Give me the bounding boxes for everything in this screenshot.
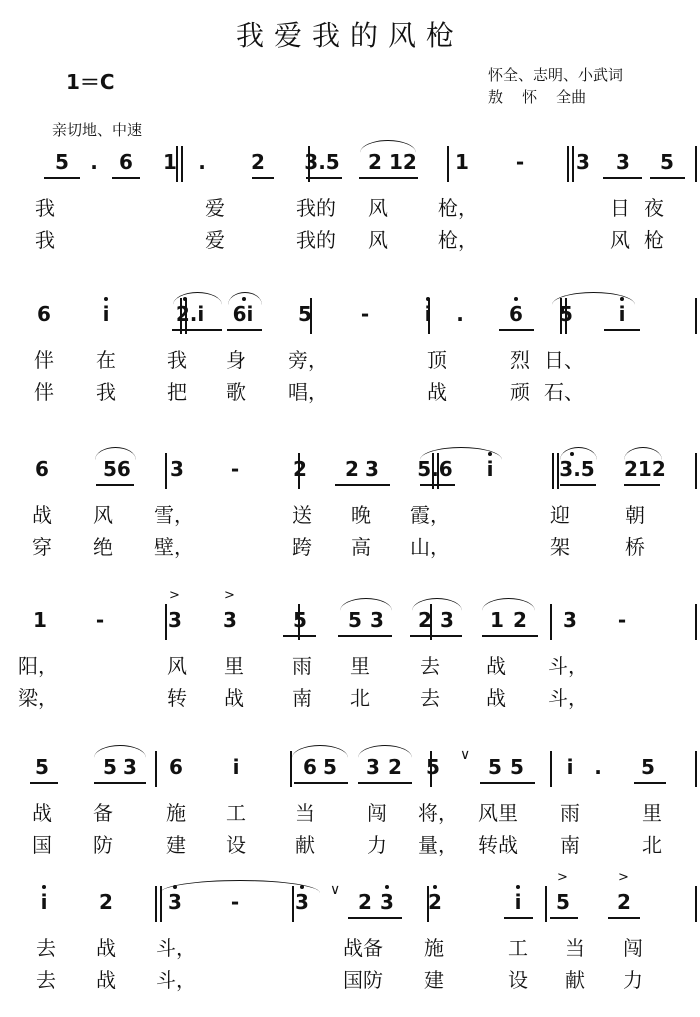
lyric-syllable: 唱， xyxy=(288,380,328,404)
lyric-syllable: 雨 xyxy=(560,801,580,825)
barline xyxy=(695,751,697,787)
note: 5 xyxy=(559,302,573,326)
lyric-syllable: 风 xyxy=(167,654,187,678)
lyric-syllable: 石、 xyxy=(544,380,584,404)
note: 212 xyxy=(624,457,666,481)
note: 6 xyxy=(35,457,49,481)
slur xyxy=(412,598,462,611)
note: 5 xyxy=(35,755,49,779)
score-system xyxy=(30,880,670,992)
lyric-line-1 xyxy=(30,797,670,823)
note: 5 xyxy=(298,302,312,326)
duration-underline xyxy=(634,782,666,784)
notation-row xyxy=(30,292,670,340)
lyric-syllable: 施 xyxy=(166,801,186,825)
lyric-line-2 xyxy=(18,682,670,710)
slur xyxy=(95,447,136,460)
lyric-syllable: 迎 xyxy=(550,503,570,527)
lyric-line-1 xyxy=(18,650,670,678)
lyric-syllable: 壁， xyxy=(154,535,194,559)
lyric-syllable: 穿 xyxy=(32,535,52,559)
note: . xyxy=(594,755,602,779)
note: i xyxy=(477,457,503,481)
lyric-line-2 xyxy=(30,829,670,855)
slur xyxy=(360,140,416,153)
lyric-syllable: 去 xyxy=(420,686,440,710)
note: 5 xyxy=(293,608,307,632)
slur xyxy=(292,745,348,758)
duration-underline xyxy=(608,917,640,919)
duration-underline xyxy=(294,782,348,784)
note: 3 > xyxy=(217,608,243,632)
duration-underline xyxy=(30,782,58,784)
note: - xyxy=(230,457,240,481)
lyric-syllable: 桥 xyxy=(625,535,645,559)
slur xyxy=(624,447,662,460)
duration-underline xyxy=(252,177,274,179)
note: 1 xyxy=(163,150,177,174)
lyric-syllable: 北 xyxy=(642,833,662,857)
score-system xyxy=(30,745,670,857)
lyric-syllable: 风 xyxy=(368,196,388,220)
note: - xyxy=(230,890,240,914)
lyric-syllable: 架 xyxy=(550,535,570,559)
lyric-syllable: 力 xyxy=(367,833,387,857)
lyric-syllable: 枪， xyxy=(438,196,478,220)
lyric-syllable: 战 xyxy=(427,380,447,404)
lyric-syllable: 枪， xyxy=(438,228,478,252)
barline xyxy=(550,604,552,640)
duration-underline xyxy=(348,917,402,919)
lyric-syllable: 风里 xyxy=(478,801,518,825)
lyric-syllable: 建 xyxy=(166,833,186,857)
note: 5 xyxy=(510,755,524,779)
barline xyxy=(155,751,157,787)
lyric-syllable: 战 xyxy=(486,654,506,678)
lyric-syllable: 战 xyxy=(224,686,244,710)
duration-underline xyxy=(96,484,134,486)
note: 2.i xyxy=(172,302,208,326)
note: i xyxy=(93,302,119,326)
lyric-syllable: 霞， xyxy=(410,503,450,527)
lyric-line-2 xyxy=(30,531,670,557)
note: 6 xyxy=(303,755,317,779)
breath-mark: ∨ xyxy=(330,882,341,898)
lyric-syllable: 夜 xyxy=(644,196,664,220)
notation-row xyxy=(30,745,670,793)
lyric-syllable: 跨 xyxy=(292,535,312,559)
slur xyxy=(420,447,502,460)
score-system xyxy=(30,140,674,252)
duration-underline xyxy=(410,635,462,637)
lyric-syllable: 我 xyxy=(35,196,55,220)
lyric-syllable: 歌 xyxy=(226,380,246,404)
lyric-syllable: 战 xyxy=(32,503,52,527)
note: 3 xyxy=(289,890,315,914)
lyric-syllable: 献 xyxy=(295,833,315,857)
note: - xyxy=(515,150,525,174)
barline xyxy=(155,886,157,922)
lyric-syllable: 设 xyxy=(226,833,246,857)
barline xyxy=(552,453,554,489)
lyric-line-1 xyxy=(30,344,670,370)
note: 5 xyxy=(323,755,337,779)
lyric-syllable: 身 xyxy=(226,348,246,372)
slur xyxy=(94,745,146,758)
note: 3 xyxy=(440,608,454,632)
lyric-syllable: 在 xyxy=(96,348,116,372)
lyric-syllable: 我的 xyxy=(296,228,336,252)
slur xyxy=(560,447,597,460)
score-system xyxy=(18,598,670,710)
note: 56 xyxy=(103,457,131,481)
notation-row xyxy=(30,880,670,928)
note: 5 xyxy=(348,608,362,632)
note: 3 xyxy=(365,457,379,481)
duration-underline xyxy=(604,329,640,331)
lyric-syllable: 战 xyxy=(486,686,506,710)
note: 2 > xyxy=(611,890,637,914)
duration-underline xyxy=(306,177,342,179)
note: 2 xyxy=(293,457,307,481)
note: 5 xyxy=(55,150,69,174)
lyric-syllable: 晚 xyxy=(351,503,371,527)
duration-underline xyxy=(550,917,578,919)
note: . xyxy=(456,302,464,326)
lyric-syllable: 力 xyxy=(623,968,643,992)
lyric-syllable: 转战 xyxy=(478,833,518,857)
duration-underline xyxy=(44,177,80,179)
lyric-syllable: 去 xyxy=(36,936,56,960)
credits xyxy=(488,64,623,108)
lyric-line-1 xyxy=(30,499,670,525)
tempo-marking: 亲切地、中速 xyxy=(52,121,143,139)
slur xyxy=(173,292,222,305)
lyric-line-2 xyxy=(30,224,670,250)
lyric-syllable: 我的 xyxy=(296,196,336,220)
duration-underline xyxy=(624,484,660,486)
note: 2 xyxy=(513,608,527,632)
lyric-syllable: 战 xyxy=(96,968,116,992)
lyric-syllable: 送 xyxy=(292,503,312,527)
duration-underline xyxy=(94,782,146,784)
note: i xyxy=(232,755,240,779)
lyric-syllable: 去 xyxy=(420,654,440,678)
lyric-syllable: 国防 xyxy=(343,968,383,992)
note: 3 xyxy=(170,457,184,481)
lyric-syllable: 去 xyxy=(36,968,56,992)
lyric-syllable: 战 xyxy=(96,936,116,960)
duration-underline xyxy=(112,177,140,179)
note: 6 xyxy=(503,302,529,326)
lyric-syllable: 防 xyxy=(93,833,113,857)
lyric-syllable: 闯 xyxy=(623,936,643,960)
lyric-syllable: 献 xyxy=(565,968,585,992)
lyric-syllable: 斗， xyxy=(548,654,588,678)
duration-underline xyxy=(560,484,596,486)
lyric-syllable: 量， xyxy=(418,833,458,857)
lyric-syllable: 南 xyxy=(292,686,312,710)
lyric-syllable: 伴 xyxy=(34,380,54,404)
slur xyxy=(358,745,412,758)
key-signature: 1＝C xyxy=(66,70,115,94)
lyric-syllable: 日 xyxy=(610,196,630,220)
lyric-syllable: 日、 xyxy=(544,348,584,372)
lyric-syllable: 战 xyxy=(32,801,52,825)
lyric-syllable: 里 xyxy=(350,654,370,678)
note: 6 xyxy=(169,755,183,779)
lyric-line-1 xyxy=(30,192,670,218)
slur xyxy=(340,598,392,611)
note: 12 xyxy=(389,150,417,174)
lyric-syllable: 绝 xyxy=(93,535,113,559)
note: 6 xyxy=(37,302,51,326)
duration-underline xyxy=(499,329,534,331)
lyric-syllable: 枪 xyxy=(644,228,664,252)
note: 3 xyxy=(563,608,577,632)
lyric-syllable: 南 xyxy=(560,833,580,857)
note: 5 > xyxy=(550,890,576,914)
lyric-syllable: 当 xyxy=(565,936,585,960)
duration-underline xyxy=(172,329,222,331)
lyric-syllable: 雪， xyxy=(154,503,194,527)
slur xyxy=(482,598,535,611)
lyric-syllable: 转 xyxy=(167,686,187,710)
lyric-syllable: 朝 xyxy=(625,503,645,527)
duration-underline xyxy=(227,329,262,331)
lyric-syllable: 高 xyxy=(351,535,371,559)
lyric-syllable: 斗， xyxy=(548,686,588,710)
lyric-syllable: 顽 xyxy=(510,380,530,404)
lyric-syllable: 旁， xyxy=(288,348,328,372)
note: 6i xyxy=(232,302,254,326)
note: i xyxy=(609,302,635,326)
note: i xyxy=(566,755,574,779)
lyric-syllable: 斗， xyxy=(156,936,196,960)
note: . xyxy=(90,150,98,174)
slur xyxy=(228,292,262,305)
note: 1 xyxy=(490,608,504,632)
note: 3 xyxy=(366,755,380,779)
note: - xyxy=(617,608,627,632)
lyric-syllable: 将， xyxy=(418,801,458,825)
barline xyxy=(567,146,569,182)
lyric-syllable: 我 xyxy=(96,380,116,404)
duration-underline xyxy=(358,782,412,784)
note: i xyxy=(415,302,441,326)
lyric-syllable: 梁， xyxy=(18,686,58,710)
lyric-syllable: 里 xyxy=(642,801,662,825)
lyric-syllable: 设 xyxy=(508,968,528,992)
lyric-syllable: 雨 xyxy=(292,654,312,678)
score-system xyxy=(30,447,670,559)
note: i xyxy=(505,890,531,914)
lyric-syllable: 爱 xyxy=(205,196,225,220)
lyric-line-2 xyxy=(30,964,670,990)
notation-row xyxy=(30,447,670,495)
lyric-line-2 xyxy=(30,376,670,402)
lyric-syllable: 斗， xyxy=(156,968,196,992)
note: 2 xyxy=(345,457,359,481)
slur xyxy=(160,880,320,893)
duration-underline xyxy=(480,782,535,784)
score-system xyxy=(30,292,670,404)
note: 5 xyxy=(660,150,674,174)
note: - xyxy=(360,302,370,326)
note: 2 xyxy=(422,890,448,914)
note: 3 xyxy=(123,755,137,779)
note: 5 xyxy=(103,755,117,779)
lyric-syllable: 阳， xyxy=(18,654,58,678)
note: 2 xyxy=(251,150,265,174)
lyric-syllable: 风 xyxy=(368,228,388,252)
lyric-syllable: 山， xyxy=(410,535,450,559)
duration-underline xyxy=(504,917,533,919)
lyric-syllable: 国 xyxy=(32,833,52,857)
note: 1 xyxy=(33,608,47,632)
duration-underline xyxy=(482,635,538,637)
lyric-line-1 xyxy=(30,932,670,958)
composer-credit: 敖 怀 全曲 xyxy=(488,88,587,106)
duration-underline xyxy=(283,635,316,637)
note: 2 xyxy=(418,608,432,632)
barline xyxy=(695,146,697,182)
note: 5.6 xyxy=(417,457,453,481)
lyric-syllable: 备 xyxy=(93,801,113,825)
note: 3 xyxy=(374,890,400,914)
note: 2 xyxy=(99,890,113,914)
lyric-syllable: 烈 xyxy=(510,348,530,372)
lyric-syllable: 闯 xyxy=(367,801,387,825)
duration-underline xyxy=(650,177,685,179)
barline xyxy=(695,886,697,922)
barline xyxy=(695,604,697,640)
note: 5 xyxy=(641,755,655,779)
slur xyxy=(552,292,635,305)
duration-underline xyxy=(603,177,642,179)
note: 3 xyxy=(370,608,384,632)
duration-underline xyxy=(359,177,418,179)
lyric-syllable: 北 xyxy=(350,686,370,710)
note: 3 xyxy=(576,150,590,174)
note: 2 xyxy=(368,150,382,174)
notation-row xyxy=(30,598,670,646)
lyric-syllable: 我 xyxy=(167,348,187,372)
barline xyxy=(695,453,697,489)
barline xyxy=(550,751,552,787)
note: 5 xyxy=(426,755,440,779)
song-title: 我爱我的风枪 xyxy=(235,19,464,52)
barline xyxy=(545,886,547,922)
note: 3 xyxy=(162,890,188,914)
note: 2 xyxy=(358,890,372,914)
note: i xyxy=(31,890,57,914)
note: 2 xyxy=(388,755,402,779)
lyric-syllable: 战备 xyxy=(343,936,383,960)
breath-mark: ∨ xyxy=(460,747,471,763)
lyric-syllable: 工 xyxy=(508,936,528,960)
note: 3 xyxy=(616,150,630,174)
lyric-syllable: 里 xyxy=(224,654,244,678)
lyric-syllable: 我 xyxy=(35,228,55,252)
lyric-syllable: 风 xyxy=(93,503,113,527)
note: 3 > xyxy=(162,608,188,632)
lyric-syllable: 伴 xyxy=(34,348,54,372)
lyric-syllable: 施 xyxy=(424,936,444,960)
note: 6 xyxy=(119,150,133,174)
notation-row xyxy=(30,140,674,188)
lyric-syllable: 爱 xyxy=(205,228,225,252)
note: 5 xyxy=(488,755,502,779)
lyric-syllable: 顶 xyxy=(427,348,447,372)
note: 1 xyxy=(455,150,469,174)
lyric-syllable: 建 xyxy=(424,968,444,992)
note: 3.5 xyxy=(304,150,340,174)
duration-underline xyxy=(335,484,390,486)
lyric-syllable: 当 xyxy=(295,801,315,825)
lyric-syllable: 风 xyxy=(610,228,630,252)
note: 3.5 xyxy=(559,457,595,481)
note: . xyxy=(198,150,206,174)
lyric-syllable: 工 xyxy=(226,801,246,825)
lyric-syllable: 把 xyxy=(167,380,187,404)
duration-underline xyxy=(420,484,455,486)
note: - xyxy=(95,608,105,632)
barline xyxy=(695,298,697,334)
duration-underline xyxy=(338,635,392,637)
lyricists-credit: 怀全、志明、小武词 xyxy=(488,66,624,84)
